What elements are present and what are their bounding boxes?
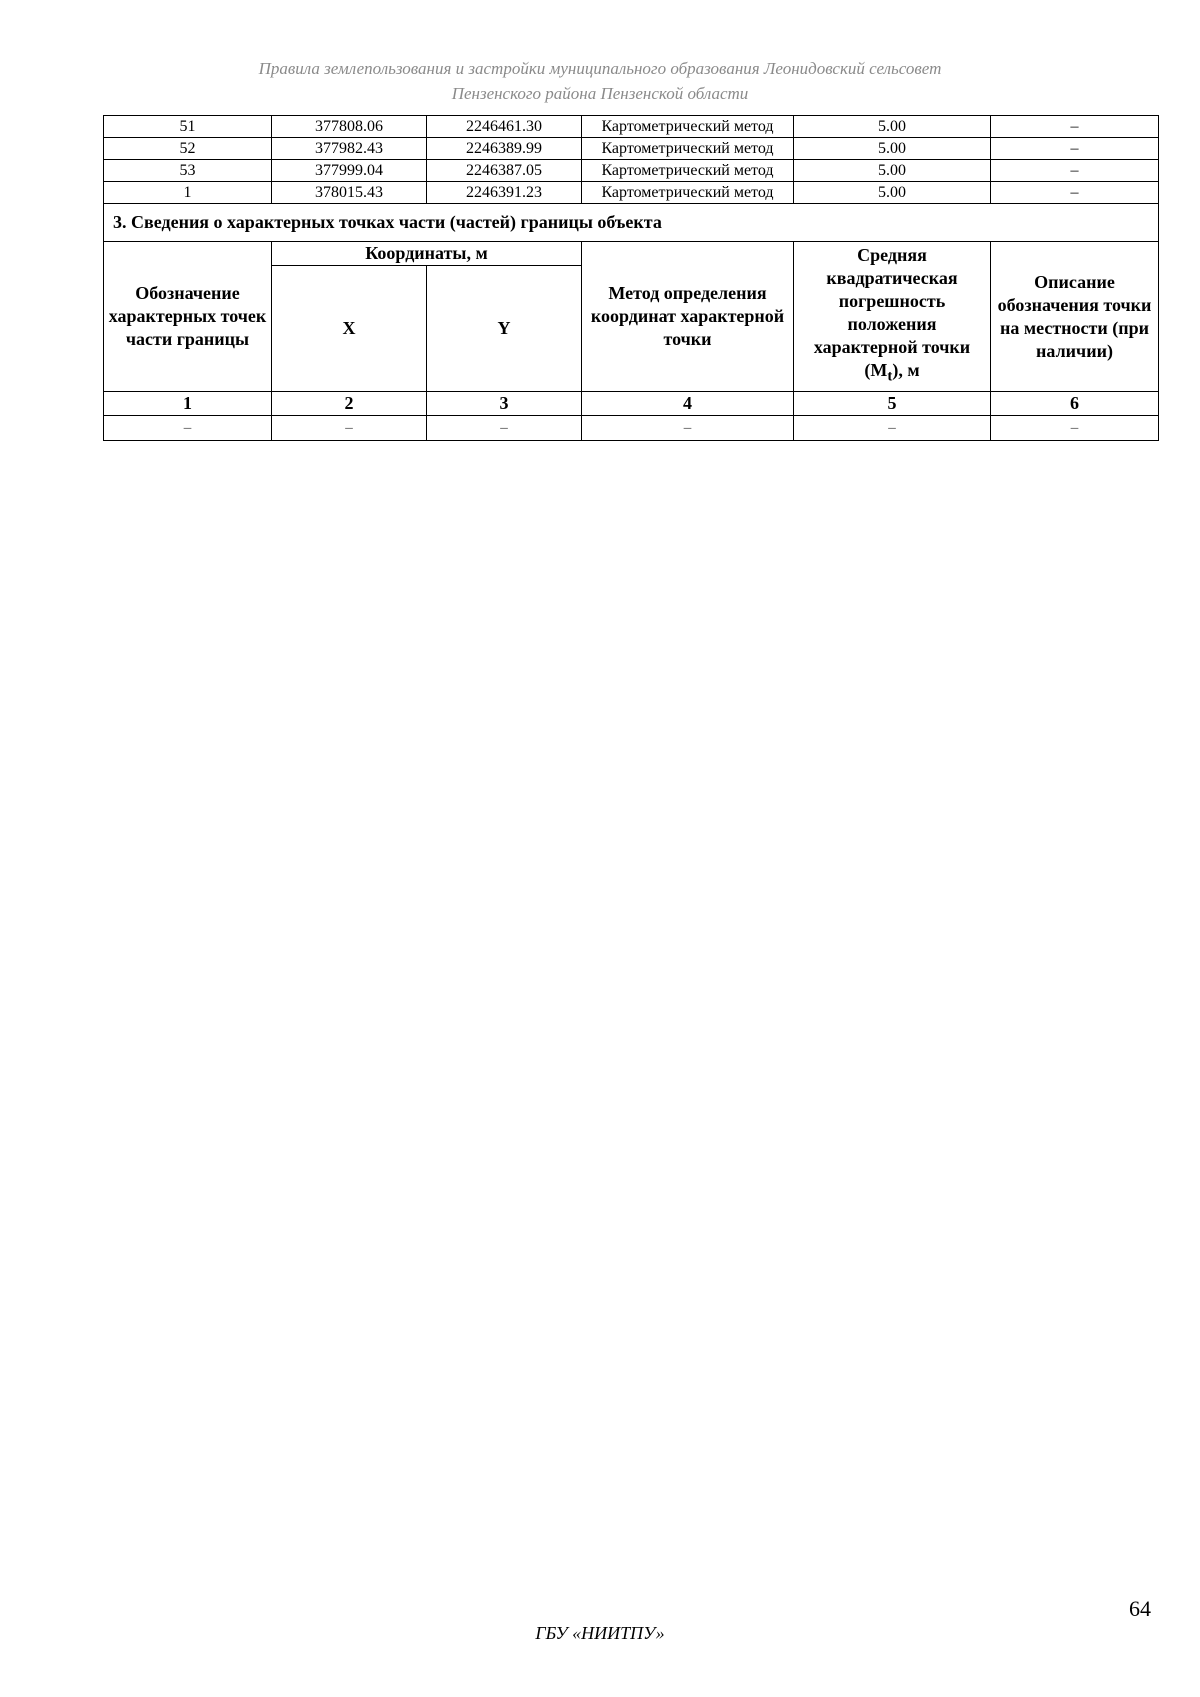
col-y-header: Y xyxy=(427,266,582,392)
coord-y: 2246391.23 xyxy=(427,182,582,204)
col-error-header xyxy=(794,242,991,392)
section-title-row xyxy=(104,204,1159,242)
col-method-header: Метод определения координат характерной точки xyxy=(582,242,794,392)
coordinates-table xyxy=(103,115,1159,441)
empty-cell: – xyxy=(794,416,991,441)
error-header-sub: t xyxy=(887,368,893,385)
coord-x: 377999.04 xyxy=(272,160,427,182)
coord-y: 2246389.99 xyxy=(427,138,582,160)
col-description-header: Описание обозначения точки на местности (при наличии) xyxy=(991,242,1159,392)
coord-x: 377808.06 xyxy=(272,116,427,138)
column-number: 4 xyxy=(582,392,794,416)
coord-x: 378015.43 xyxy=(272,182,427,204)
coord-y: 2246387.05 xyxy=(427,160,582,182)
empty-cell: – xyxy=(104,416,272,441)
table-row xyxy=(104,182,1159,204)
header-row-1 xyxy=(104,242,1159,266)
column-number: 3 xyxy=(427,392,582,416)
column-number: 2 xyxy=(272,392,427,416)
coord-x: 377982.43 xyxy=(272,138,427,160)
error-value: 5.00 xyxy=(794,138,991,160)
col-coordinates-header: Координаты, м xyxy=(272,242,582,266)
column-number: 5 xyxy=(794,392,991,416)
table-row xyxy=(104,416,1159,441)
description: – xyxy=(991,160,1159,182)
point-number: 53 xyxy=(104,160,272,182)
empty-cell: – xyxy=(991,416,1159,441)
point-number: 51 xyxy=(104,116,272,138)
column-numbers-row xyxy=(104,392,1159,416)
error-value: 5.00 xyxy=(794,160,991,182)
page-footer: ГБУ «НИИТПУ» xyxy=(535,1623,665,1643)
empty-cell: – xyxy=(272,416,427,441)
column-number: 6 xyxy=(991,392,1159,416)
col-designation-header: Обозначение характерных точек части границы xyxy=(104,242,272,392)
description: – xyxy=(991,116,1159,138)
method: Картометрический метод xyxy=(582,116,794,138)
description: – xyxy=(991,138,1159,160)
method: Картометрический метод xyxy=(582,182,794,204)
header-line-2: Пензенского района Пензенской области xyxy=(451,84,749,103)
table-row xyxy=(104,160,1159,182)
point-number: 1 xyxy=(104,182,272,204)
empty-cell: – xyxy=(427,416,582,441)
header-line-1: Правила землепользования и застройки муниципального образования Леонидовский сельсовет xyxy=(258,59,942,78)
empty-cell: – xyxy=(582,416,794,441)
method: Картометрический метод xyxy=(582,138,794,160)
error-header-main: Средняя квадратическая погрешность положения характерной точки (M xyxy=(813,245,971,381)
table-row xyxy=(104,116,1159,138)
error-value: 5.00 xyxy=(794,116,991,138)
section-3-title: 3. Сведения о характерных точках части (частей) границы объекта xyxy=(104,204,1159,242)
coord-y: 2246461.30 xyxy=(427,116,582,138)
error-header-tail: ), м xyxy=(892,360,920,381)
col-x-header: X xyxy=(272,266,427,392)
page-header xyxy=(0,56,1200,106)
column-number: 1 xyxy=(104,392,272,416)
point-number: 52 xyxy=(104,138,272,160)
page-number: 64 xyxy=(1129,1596,1151,1621)
method: Картометрический метод xyxy=(582,160,794,182)
table-row xyxy=(104,138,1159,160)
error-value: 5.00 xyxy=(794,182,991,204)
description: – xyxy=(991,182,1159,204)
